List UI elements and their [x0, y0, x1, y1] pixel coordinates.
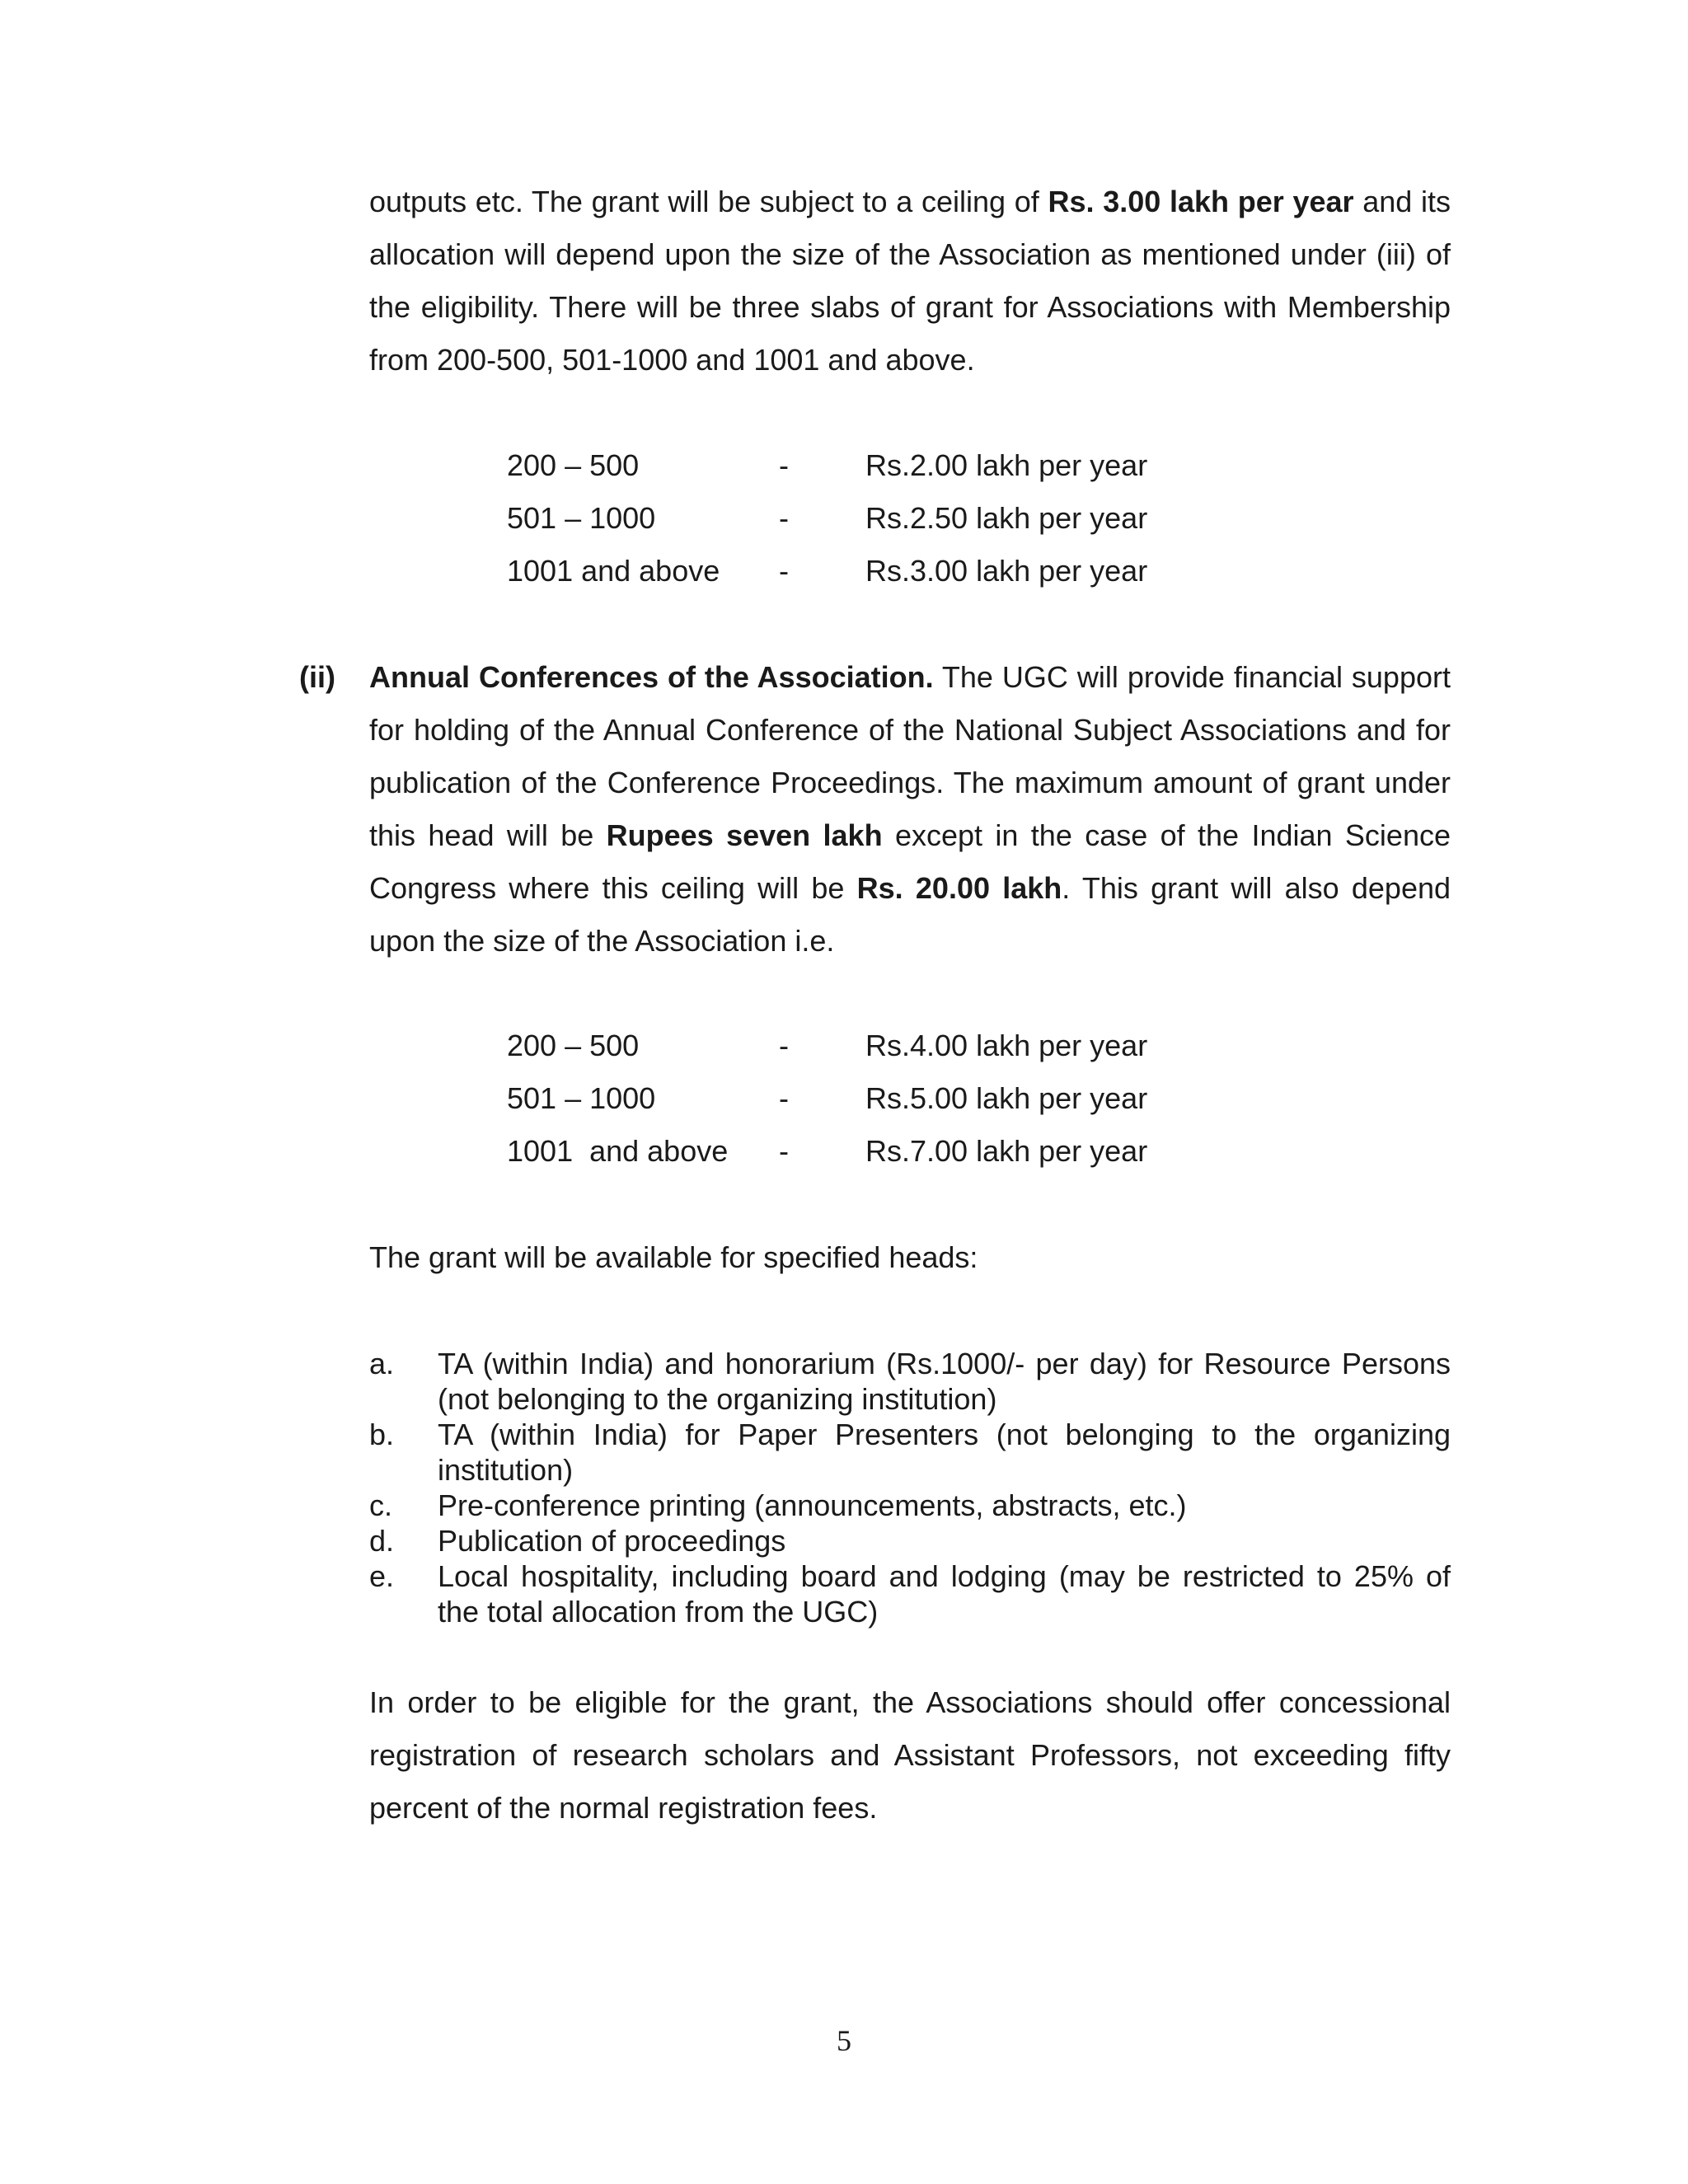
list-item-text: TA (within India) and honorarium (Rs.1000/- per day) for Resource Persons (not belonging to the organizing institution) [438, 1347, 1451, 1416]
table-row [507, 492, 1147, 545]
table-row [507, 1125, 1147, 1178]
grant-ceiling-text: outputs etc. The grant will be subject to a ceiling of [369, 185, 1048, 218]
slab-amount: Rs.2.00 lakh per year [865, 448, 1148, 482]
table-row [507, 1019, 1147, 1072]
slab-range: 1001 and above [507, 1134, 729, 1168]
page-number: 5 [837, 2024, 851, 2057]
section-ii-heading: Annual Conferences of the Association. [369, 660, 934, 694]
slab-amount: Rs.5.00 lakh per year [865, 1081, 1148, 1115]
slab-dash: - [779, 1081, 789, 1115]
slab-amount: Rs.4.00 lakh per year [865, 1029, 1148, 1062]
conference-slab-table [507, 1019, 1147, 1178]
slab-range: 200 – 500 [507, 448, 640, 482]
heads-intro: The grant will be available for specified heads: [369, 1240, 978, 1274]
section-ii-label: (ii) [299, 660, 335, 694]
section-ii-text-end: . This grant will also depend upon the size of the Association i.e. [369, 871, 1451, 958]
slab-dash: - [779, 448, 789, 482]
eligibility-paragraph: In order to be eligible for the grant, the Associations should offer concessional registration of research scholars and Assistant Professors, not exceeding fifty percent of the normal registration fees. [369, 1685, 1451, 1825]
specified-heads-list [369, 1346, 1451, 1629]
list-item-letter: b. [369, 1418, 395, 1451]
membership-slab-table [507, 439, 1147, 598]
list-item [369, 1488, 1451, 1523]
slab-amount: Rs.3.00 lakh per year [865, 554, 1148, 588]
list-item-letter: a. [369, 1347, 395, 1380]
table-row [507, 545, 1147, 598]
list-item-text: TA (within India) for Paper Presenters (not belonging to the organizing institution) [438, 1418, 1451, 1487]
slab-amount: Rs.7.00 lakh per year [865, 1134, 1148, 1168]
list-item [369, 1523, 1451, 1558]
annual-conferences-paragraph [369, 651, 1451, 968]
slab-range: 200 – 500 [507, 1029, 640, 1062]
list-item [369, 1558, 1451, 1629]
list-item-letter: e. [369, 1559, 395, 1593]
section-ii-text-cont: except in the case of the Indian Science Congress where this ceiling will be [369, 818, 1451, 905]
slab-amount: Rs.2.50 lakh per year [865, 501, 1148, 535]
list-item-text: Publication of proceedings [438, 1524, 786, 1558]
slab-dash: - [779, 1134, 789, 1168]
slab-range: 501 – 1000 [507, 1081, 656, 1115]
grant-ceiling-text-cont: and its allocation will depend upon the size of the Association as mentioned under (iii) of the eligibility. There will be three slabs of grant for Associations with Membership from 200-500, 501-1000 and 1001 and above. [369, 185, 1451, 377]
slab-dash: - [779, 1029, 789, 1062]
list-item-text: Pre-conference printing (announcements, abstracts, etc.) [438, 1488, 1187, 1522]
list-item-letter: d. [369, 1524, 395, 1558]
table-row [507, 439, 1147, 492]
slab-dash: - [779, 501, 789, 535]
slab-range: 501 – 1000 [507, 501, 656, 535]
slab-dash: - [779, 554, 789, 588]
list-item [369, 1346, 1451, 1417]
science-congress-ceiling: Rs. 20.00 lakh [856, 871, 1062, 905]
list-item [369, 1417, 1451, 1488]
slab-range: 1001 and above [507, 554, 720, 588]
max-grant-amount: Rupees seven lakh [606, 818, 883, 852]
list-item-text: Local hospitality, including board and lodging (may be restricted to 25% of the total allocation from the UGC) [438, 1559, 1451, 1629]
table-row [507, 1072, 1147, 1125]
grant-ceiling-paragraph [369, 176, 1451, 387]
section-ii-text: The UGC will provide financial support for holding of the Annual Conference of the National Subject Associations and for publication of the Conference Proceedings. The maximum amount of grant under this head will be [369, 660, 1451, 852]
grant-ceiling-amount: Rs. 3.00 lakh per year [1048, 185, 1354, 218]
list-item-letter: c. [369, 1488, 393, 1522]
